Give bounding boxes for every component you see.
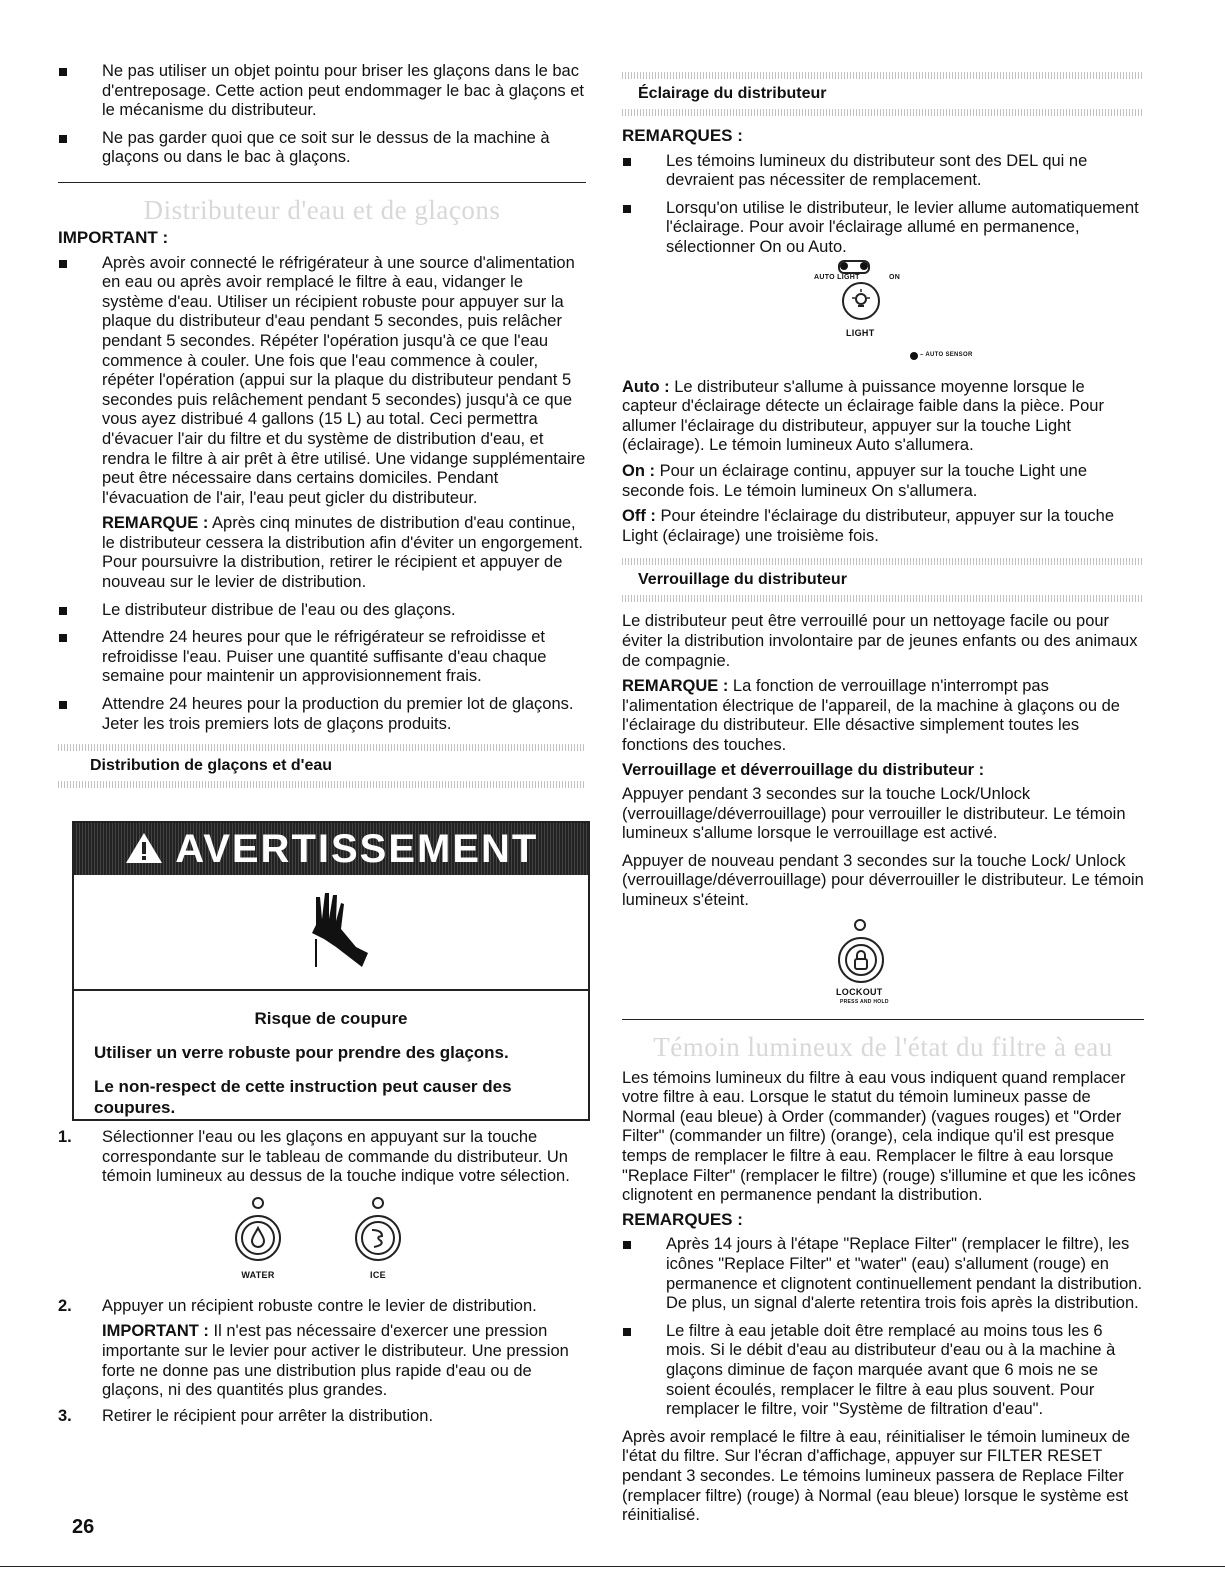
important-text: Il n'est pas nécessaire d'exercer une pression importante sur le levier pour activer le distributeur. Une pression forte ne donne pas une distribution plus rapide d'eau ou de glaçons, ni des quantités plus grandes. bbox=[102, 1322, 569, 1400]
list-item: Après avoir connecté le réfrigérateur à une source d'alimentation en eau ou après avoir remplacé le filtre à eau, vidanger le système d'eau. Utiliser un récipient robuste pour appuyer sur la plaque du distributeur d'eau pendant 5 secondes, puis relâcher pendant 5 secondes. Répéter l'opération jusqu'à ce que l'eau commence à couler. Une fois que l'eau commence à couler, répéter l'opération (appui sur la plaque du distributeur pendant 5 secondes puis relâchement pendant 5 secondes) jusqu'à ce que vous ayez distribué 4 gallons (15 L) au total. Ceci permettra d'évacuer l'air du filtre et du système de distribution d'eau, et rendra le filtre à air prêt à être utilisé. Une vidange supplémentaire peut être nécessaire dans certains domiciles. Pendant l'évacuation de l'air, l'eau peut gicler du distributeur. bbox=[58, 254, 586, 509]
divider bbox=[622, 1019, 1144, 1020]
lockout-label: LOCKOUT bbox=[836, 986, 883, 997]
selection-buttons bbox=[58, 1197, 586, 1293]
water-drop-icon bbox=[235, 1215, 281, 1261]
warning-line: Utiliser un verre robuste pour prendre des glaçons. bbox=[94, 1042, 509, 1062]
list-item: Le distributeur distribue de l'eau ou des glaçons. bbox=[58, 601, 586, 621]
light-control[interactable] bbox=[622, 260, 1144, 372]
steps-list bbox=[58, 1128, 586, 1426]
auto-text: Le distributeur s'allume à puissance moyenne lorsque le capteur d'éclairage détecte un éclairage faible dans la pièce. Pour allumer l'éclairage du distributeur, appuyer sur la touche Light (éclairage). Le témoin lumineux Auto s'allumera. bbox=[622, 377, 1104, 455]
lock-paragraph: Appuyer pendant 3 secondes sur la touche Lock/Unlock (verrouillage/déverrouillage) pour verrouiller le distributeur. Le témoin lumineux s'allume lorsque le verrouillage est activé. bbox=[622, 785, 1126, 843]
ice-label: ICE bbox=[370, 1269, 386, 1280]
on-text: Pour un éclairage continu, appuyer sur la touche Light une seconde fois. Le témoin lumineux On s'allumera. bbox=[622, 461, 1088, 500]
remarque-label: REMARQUE : bbox=[102, 514, 209, 533]
subsection-header bbox=[622, 72, 1144, 116]
lock-heading: Verrouillage et déverrouillage du distributeur : bbox=[622, 761, 985, 780]
off-text: Pour éteindre l'éclairage du distributeur, appuyer sur la touche Light (éclairage) une troisième fois. bbox=[622, 507, 1114, 545]
auto-paragraph bbox=[622, 378, 1144, 456]
warning-line: Le non-respect de cette instruction peut causer des coupures. bbox=[94, 1077, 512, 1118]
off-paragraph bbox=[622, 507, 1144, 546]
lockout-sub-label: PRESS AND HOLD bbox=[840, 998, 889, 1005]
remarque-text: Après cinq minutes de distribution d'eau continue, le distributeur cessera la distribution afin d'éviter un engorgement. Pour poursuivre la distribution, retirer le récipient et appuyer de nouveau sur le levier de distribution. bbox=[102, 514, 583, 592]
warning-box bbox=[72, 821, 590, 1121]
remarque-paragraph bbox=[58, 514, 586, 592]
step-item bbox=[58, 1407, 586, 1427]
step-text: Retirer le récipient pour arrêter la distribution. bbox=[102, 1406, 434, 1425]
remarque-label: REMARQUE : bbox=[622, 677, 729, 696]
step-number: 1. bbox=[58, 1128, 72, 1146]
subsection-title: Éclairage du distributeur bbox=[638, 85, 827, 102]
divider bbox=[74, 989, 588, 991]
divider bbox=[622, 72, 1144, 79]
divider bbox=[622, 109, 1144, 116]
on-paragraph bbox=[622, 462, 1144, 501]
warning-triangle-icon bbox=[124, 826, 164, 860]
important-label: IMPORTANT : bbox=[58, 227, 169, 247]
important-label: IMPORTANT : bbox=[102, 1322, 209, 1341]
subsection-header bbox=[58, 744, 586, 788]
list-item: Le filtre à eau jetable doit être remplacé au moins tous les 6 mois. Si le débit d'eau au distributeur d'eau ou à la machine à glaçons diminue de façon marquée avant que 6 mois ne se soient écoulés, remplacer le filtre à eau plus souvent. Pour remplacer le filtre, voir "Système de filtration d'eau". bbox=[622, 1322, 1144, 1420]
subsection-title: Verrouillage du distributeur bbox=[638, 571, 847, 589]
auto-light-label: AUTO LIGHT bbox=[814, 273, 860, 281]
filter-paragraph: Les témoins lumineux du filtre à eau vous indiquent quand remplacer votre filtre à eau. Lorsque le statut du témoin lumineux passe de Normal (eau bleue) à Order (commander) (vagues rouges) et "Order Filter" (commander un filtre) (orange), cela indique qu'il est presque temps de remplacer le filtre à eau. Remplacer le filtre à eau lorsque "Replace Filter" (remplacer le filtre) (rouge) s'illumine et que les icônes clignotent en permanence pendant la distribution. bbox=[622, 1068, 1136, 1205]
remarques-label: REMARQUES : bbox=[622, 126, 743, 145]
step-text: Appuyer un récipient robuste contre le levier de distribution. bbox=[102, 1296, 537, 1315]
lock-paragraph: Appuyer de nouveau pendant 3 secondes sur la touche Lock/ Unlock (verrouillage/déverrouillage) pour déverrouiller le distributeur. Le témoin lumineux s'éteint. bbox=[622, 851, 1144, 910]
warning-header bbox=[74, 823, 588, 875]
divider bbox=[622, 558, 1144, 565]
left-column bbox=[58, 62, 586, 788]
filter-paragraph: Après avoir remplacé le filtre à eau, réinitialiser le témoin lumineux de l'état du filtre. Sur l'écran d'affichage, appuyer sur FILTER RESET pendant 3 secondes. Le témoins lumineux passera de Replace Filter (remplacer filtre) (rouge) à Normal (eau bleue) lorsque le système est réinitialisé. bbox=[622, 1427, 1131, 1525]
cut-hazard-icon bbox=[74, 875, 588, 989]
on-label: ON bbox=[889, 273, 901, 281]
auto-label: Auto : bbox=[622, 377, 670, 396]
divider bbox=[0, 1566, 1225, 1567]
indicator-light-icon bbox=[252, 1197, 264, 1209]
risk-title: Risque de coupure bbox=[254, 1009, 408, 1028]
step-text: Sélectionner l'eau ou les glaçons en appuyant sur la touche correspondante sur le tableau de commande du distributeur. Un témoin lumineux au dessus de la touche indique votre sélection. bbox=[102, 1128, 570, 1186]
page-number: 26 bbox=[72, 1516, 95, 1538]
divider bbox=[58, 744, 586, 751]
indicator-light-icon bbox=[372, 1197, 384, 1209]
ice-cube-icon bbox=[355, 1215, 401, 1261]
lock-paragraph: Le distributeur peut être verrouillé pour un nettoyage facile ou pour éviter la distribution involontaire par de jeunes enfants ou des animaux de compagnie. bbox=[622, 612, 1138, 670]
lock-remarque bbox=[622, 677, 1144, 755]
light-indicator-icon bbox=[838, 260, 870, 274]
remarques-label: REMARQUES : bbox=[622, 1209, 743, 1229]
divider bbox=[58, 781, 586, 788]
ice-button[interactable] bbox=[348, 1197, 408, 1280]
auto-sensor-icon bbox=[910, 352, 918, 360]
subsection-title: Distribution de glaçons et d'eau bbox=[90, 757, 333, 775]
list-item: Ne pas utiliser un objet pointu pour briser les glaçons dans le bac d'entreposage. Cette action peut endommager le bac à glaçons et le mécanisme du distributeur. bbox=[58, 62, 586, 121]
section-title: Distributeur d'eau et de glaçons bbox=[143, 194, 501, 225]
off-label: Off : bbox=[622, 507, 656, 526]
indicator-light-icon bbox=[854, 919, 866, 931]
list-item: Ne pas garder quoi que ce soit sur le dessus de la machine à glaçons ou dans le bac à glaçons. bbox=[58, 129, 586, 168]
list-item: Attendre 24 heures pour que le réfrigérateur se refroidisse et refroidisse l'eau. Puiser une quantité suffisante d'eau chaque semaine pour maintenir un approvisionnement frais. bbox=[58, 628, 586, 687]
section-title: Témoin lumineux de l'état du filtre à eau bbox=[653, 1031, 1113, 1062]
step-number: 3. bbox=[58, 1406, 72, 1425]
lock-icon bbox=[838, 937, 884, 983]
light-bulb-icon bbox=[842, 282, 880, 320]
list-item: Les témoins lumineux du distributeur sont des DEL qui ne devraient pas nécessiter de remplacement. bbox=[622, 152, 1144, 191]
list-item: Après 14 jours à l'étape "Replace Filter" (remplacer le filtre), les icônes "Replace Filter" et "water" (eau) s'allument (rouge) en permanence et clignotent continuellement pendant la distribution. De plus, un signal d'alerte retentira trois fois après la distribution. bbox=[622, 1235, 1144, 1313]
warning-header-text: AVERTISSEMENT bbox=[175, 827, 539, 871]
divider bbox=[58, 182, 586, 183]
remarque-text: La fonction de verrouillage n'interrompt pas l'alimentation électrique de l'appareil, de la machine à glaçons ou de l'éclairage du distributeur. Elle désactive simplement toutes les fonctions des touches. bbox=[622, 677, 1120, 754]
list-item: Attendre 24 heures pour la production du premier lot de glaçons. Jeter les trois premiers lots de glaçons produits. bbox=[58, 695, 586, 734]
subsection-header bbox=[622, 558, 1144, 602]
step-number: 2. bbox=[58, 1296, 72, 1315]
lockout-button[interactable] bbox=[622, 915, 1144, 1007]
step-item bbox=[58, 1297, 586, 1317]
divider bbox=[622, 595, 1144, 602]
important-paragraph bbox=[58, 1322, 586, 1400]
step-item bbox=[58, 1128, 586, 1187]
water-button[interactable] bbox=[228, 1197, 288, 1280]
right-column bbox=[622, 72, 1144, 1526]
list-item: Lorsqu'on utilise le distributeur, le levier allume automatiquement l'éclairage. Pour avoir l'éclairage allumé en permanence, sélectionner On ou Auto. bbox=[622, 199, 1144, 258]
light-label: LIGHT bbox=[846, 327, 875, 338]
water-label: WATER bbox=[241, 1269, 275, 1280]
on-label: On : bbox=[622, 461, 655, 480]
auto-sensor-label: – AUTO SENSOR bbox=[920, 351, 973, 358]
